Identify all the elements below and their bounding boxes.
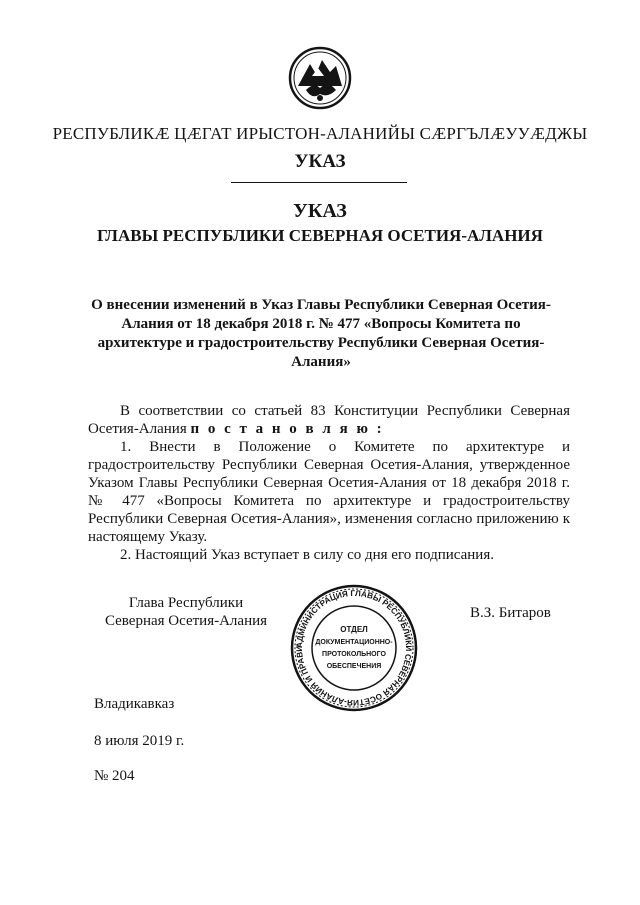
decree-subject bbox=[88, 296, 554, 372]
signatory-name: В.З. Битаров bbox=[470, 605, 551, 621]
ossetian-decree-heading: УКАЗ bbox=[294, 151, 346, 172]
seal-center-line: ПРОТОКОЛЬНОГО bbox=[322, 651, 386, 658]
seal-center-line: ДОКУМЕНТАЦИОННО- bbox=[315, 639, 393, 646]
official-seal-icon bbox=[290, 584, 418, 712]
item-2: 2. Настоящий Указ вступает в силу со дня его подписания. bbox=[120, 547, 494, 563]
header-divider bbox=[231, 182, 407, 183]
seal-ring-text: АДМИНИСТРАЦИЯ ГЛАВЫ РЕСПУБЛИКИ СЕВЕРНАЯ ОСЕТИЯ-АЛАНИЯ И ПРАВИ bbox=[294, 588, 414, 708]
seal-center-line: ОБЕСПЕЧЕНИЯ bbox=[326, 663, 382, 670]
decree-number: № 204 bbox=[94, 768, 135, 784]
ossetian-header: РЕСПУБЛИКӔ ЦӔГАТ ИРЫСТОН-АЛАНИЙЫ СӔРГЪЛӔУУӔДЖЫ bbox=[52, 124, 588, 143]
seal-center-line: ОТДЕЛ bbox=[340, 625, 368, 634]
decree-date: 8 июля 2019 г. bbox=[94, 733, 185, 749]
subject-line: О внесении изменений в Указ Главы Республики Северная Осетия- bbox=[91, 297, 551, 313]
position-line: Северная Осетия-Алания bbox=[104, 613, 268, 629]
subject-line: Алания от 18 декабря 2018 г. № 477 «Вопросы Комитета по bbox=[121, 316, 521, 332]
item-1: 1. Внести в Положение о Комитете по архитектуре и градостроительству Республики Северная Осетия-Алания, утвержденное Указом Главы Республики Северная Осетия-Алания от 18 декабря 2018 г. № 477 «Вопросы Комитета по архитектуре и градостроительству Республики Северная Осетия-Алания», изменения согласно приложению к настоящему Указу. bbox=[88, 439, 570, 545]
city: Владикавказ bbox=[94, 696, 175, 712]
coat-of-arms-icon bbox=[288, 46, 352, 110]
preamble-text: В соответствии со статьей 83 Конституции Республики Северная Осетия-Алания bbox=[88, 403, 570, 437]
subject-line: архитектуре и градостроительству Республики Северная Осетия- bbox=[97, 335, 545, 351]
decree-body bbox=[88, 402, 570, 564]
preamble-paragraph bbox=[88, 402, 570, 438]
position-line: Глава Республики bbox=[128, 595, 244, 611]
subject-line: Алания» bbox=[291, 354, 351, 370]
head-title: ГЛАВЫ РЕСПУБЛИКИ СЕВЕРНАЯ ОСЕТИЯ-АЛАНИЯ bbox=[97, 226, 543, 245]
decree-word: п о с т а н о в л я ю : bbox=[190, 421, 385, 437]
signatory-position bbox=[86, 594, 286, 630]
decree-heading: УКАЗ bbox=[293, 200, 347, 222]
